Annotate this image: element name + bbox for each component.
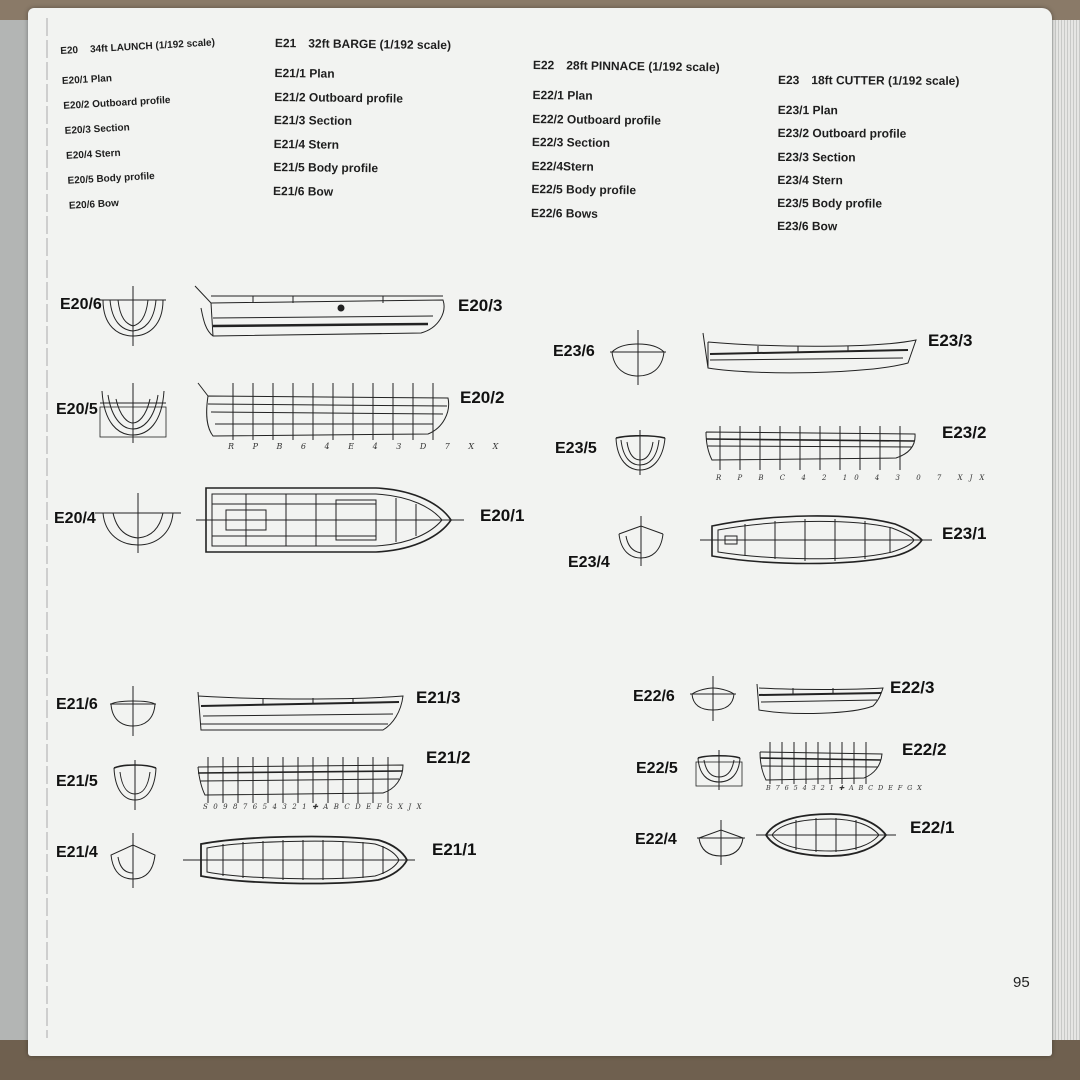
list-e20-item: E20/4 Stern [65, 147, 121, 162]
drawing-e22-4-stern [696, 820, 746, 865]
list-e20 [60, 37, 224, 218]
list-e23-item: E23/4 Stern [777, 172, 843, 188]
label-e22-5: E22/5 [636, 760, 678, 777]
drawing-e23-5-body-profile [613, 430, 668, 475]
drawing-e21-3-section [193, 688, 408, 738]
list-e21-item: E21/1 Plan [274, 65, 335, 81]
label-e21-6: E21/6 [56, 696, 98, 713]
list-e20-item: E20/5 Body profile [67, 170, 155, 187]
list-e22-item: E22/4Stern [531, 158, 594, 174]
label-e21-2: E21/2 [426, 748, 471, 767]
list-e22-heading [533, 58, 720, 74]
label-e20-2: E20/2 [460, 388, 505, 407]
drawing-e21-4-stern [108, 833, 158, 888]
label-e21-1: E21/1 [432, 840, 477, 859]
drawing-e20-3-section [193, 278, 453, 343]
book-page [28, 8, 1052, 1056]
label-e23-5: E23/5 [555, 440, 597, 457]
label-e22-6: E22/6 [633, 688, 675, 705]
list-e22-item: E22/5 Body profile [531, 181, 637, 198]
list-e20-number: E20 [60, 45, 79, 57]
list-e23-number: E23 [777, 73, 800, 88]
list-e23-item: E23/5 Body profile [777, 196, 883, 211]
list-e23-item: E23/6 Bow [777, 219, 838, 234]
list-e23-heading [778, 73, 959, 88]
label-e22-3: E22/3 [890, 678, 935, 697]
list-e22 [531, 58, 720, 227]
list-e21-item: E21/5 Body profile [273, 159, 379, 176]
drawing-e21-5-body-profile [110, 760, 160, 810]
station-marks-e22-2: B 7 6 5 4 3 2 1 ✚ A B C D E F G X [766, 784, 924, 792]
list-e23-item: E23/1 Plan [777, 102, 838, 118]
drawing-e23-3-section [698, 328, 923, 383]
label-e20-3: E20/3 [458, 296, 503, 315]
drawing-e20-1-plan [196, 480, 466, 560]
list-e23-item: E23/3 Section [777, 149, 856, 165]
drawing-e22-6-bow [688, 676, 738, 721]
list-e22-number: E22 [532, 58, 555, 73]
drawing-e20-5-body-profile [98, 383, 168, 443]
drawing-e22-1-plan [756, 808, 896, 863]
drawing-e22-2-outboard-profile [756, 740, 924, 792]
drawing-e22-5-body-profile [695, 750, 743, 790]
label-e23-6: E23/6 [553, 343, 595, 360]
drawing-e22-3-section [753, 680, 888, 720]
station-marks-e20-2: R P B 6 4 E 4 3 D 7 X X [228, 442, 507, 451]
label-e21-4: E21/4 [56, 844, 98, 861]
list-e21-item: E21/2 Outboard profile [274, 89, 404, 106]
label-e22-1: E22/1 [910, 818, 955, 837]
label-e20-5: E20/5 [56, 401, 98, 418]
label-e20-6: E20/6 [60, 296, 102, 313]
list-e21-item: E21/4 Stern [273, 136, 340, 152]
list-e21-heading [275, 36, 451, 52]
drawing-e20-6-bow [98, 286, 168, 346]
list-e21-item: E21/3 Section [273, 112, 353, 128]
label-e23-4: E23/4 [568, 554, 610, 571]
station-marks-e21-2: S 0 9 8 7 6 5 4 3 2 1 ✚ A B C D E F G X J X [203, 803, 424, 811]
list-e23-item: E23/2 Outboard profile [777, 126, 907, 141]
list-e20-item: E20/6 Bow [68, 197, 120, 212]
list-e20-title: 34ft LAUNCH (1/192 scale) [89, 37, 216, 56]
list-e21-number: E21 [274, 36, 297, 51]
list-e22-item: E22/3 Section [531, 134, 611, 150]
list-e22-title: 28ft PINNACE (1/192 scale) [566, 58, 720, 75]
label-e22-4: E22/4 [635, 831, 677, 848]
drawing-e21-1-plan [183, 830, 418, 890]
drawing-e23-6-bow [608, 330, 668, 385]
list-e21-title: 32ft BARGE (1/192 scale) [308, 36, 452, 53]
label-e20-1: E20/1 [480, 506, 525, 525]
page-number: 95 [1013, 974, 1030, 991]
drawing-e23-1-plan [700, 510, 935, 570]
drawing-e21-2-outboard-profile [193, 753, 424, 813]
label-e21-3: E21/3 [416, 688, 461, 707]
list-e23-title: 18ft CUTTER (1/192 scale) [811, 73, 960, 88]
label-e23-3: E23/3 [928, 331, 973, 350]
list-e20-heading [60, 37, 215, 57]
list-e22-item: E22/1 Plan [532, 87, 593, 103]
list-e20-item: E20/3 Section [64, 122, 131, 137]
drawing-e20-4-stern [93, 493, 183, 553]
label-e20-4: E20/4 [54, 510, 96, 527]
list-e20-item: E20/1 Plan [61, 73, 113, 87]
label-e23-1: E23/1 [942, 524, 987, 543]
drawing-e21-6-bow [108, 686, 158, 736]
label-e22-2: E22/2 [902, 740, 947, 759]
list-e23 [777, 73, 959, 240]
station-marks-e23-2: R P B C 4 2 10 4 3 0 7 XJX [716, 474, 992, 482]
list-e21 [273, 36, 451, 205]
gutter-line [46, 18, 48, 1038]
list-e22-item: E22/2 Outboard profile [532, 111, 662, 128]
label-e23-2: E23/2 [942, 423, 987, 442]
list-e20-item: E20/2 Outboard profile [63, 94, 171, 112]
label-e21-5: E21/5 [56, 773, 98, 790]
list-e22-item: E22/6 Bows [531, 205, 598, 221]
drawing-e23-4-stern [616, 516, 666, 566]
list-e21-item: E21/6 Bow [273, 183, 334, 199]
